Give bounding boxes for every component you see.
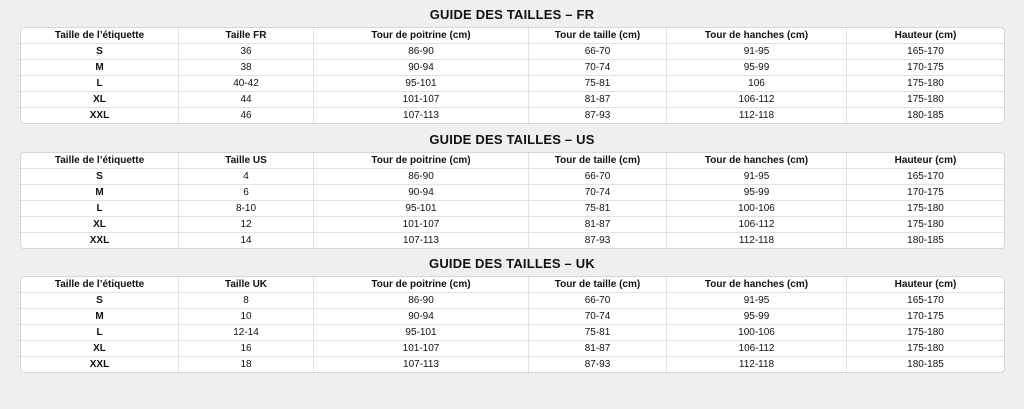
size-label-cell: M: [21, 309, 179, 325]
header-row: [21, 277, 1004, 293]
table-cell: 112-118: [667, 357, 847, 372]
table-cell: 175-180: [847, 92, 1004, 108]
size-table: [20, 27, 1005, 124]
column-header: Taille US: [179, 153, 314, 169]
column-header: Taille de l’étiquette: [21, 28, 179, 44]
table-cell: 106-112: [667, 341, 847, 357]
guide-title: GUIDE DES TAILLES – UK: [429, 256, 595, 271]
size-label-cell: L: [21, 76, 179, 92]
table-cell: 44: [179, 92, 314, 108]
table-cell: 165-170: [847, 44, 1004, 60]
table-cell: 100-106: [667, 201, 847, 217]
column-header: Tour de taille (cm): [529, 153, 667, 169]
table-cell: 165-170: [847, 169, 1004, 185]
size-label-cell: XL: [21, 92, 179, 108]
table-cell: 8: [179, 293, 314, 309]
table-cell: 66-70: [529, 293, 667, 309]
table-cell: 16: [179, 341, 314, 357]
column-header: Taille FR: [179, 28, 314, 44]
table-cell: 81-87: [529, 217, 667, 233]
table-cell: 107-113: [314, 233, 529, 248]
size-label-cell: M: [21, 60, 179, 76]
table-cell: 175-180: [847, 76, 1004, 92]
table-cell: 95-101: [314, 201, 529, 217]
header-row: [21, 153, 1004, 169]
table-cell: 87-93: [529, 108, 667, 123]
guide-title: GUIDE DES TAILLES – FR: [429, 7, 595, 22]
size-table: [20, 152, 1005, 249]
table-cell: 106: [667, 76, 847, 92]
size-guide-uk: [20, 252, 1004, 373]
table-cell: 91-95: [667, 44, 847, 60]
table-cell: 180-185: [907, 110, 944, 121]
column-header: Hauteur (cm): [847, 277, 1004, 293]
table-cell: 90-94: [314, 185, 529, 201]
column-header: Tour de poitrine (cm): [314, 277, 529, 293]
column-header: Tour de poitrine (cm): [314, 28, 529, 44]
table-cell: 180-185: [907, 235, 944, 246]
size-table: [20, 276, 1005, 373]
table-cell: 18: [179, 357, 314, 372]
column-header: Taille UK: [179, 277, 314, 293]
size-label-cell: S: [21, 44, 179, 60]
column-header: Tour de taille (cm): [529, 277, 667, 293]
size-label-cell: XL: [21, 341, 179, 357]
table-cell: 87-93: [529, 357, 667, 372]
table-cell: 180-185: [907, 359, 944, 370]
table-row: [21, 185, 1004, 201]
table-cell: 100-106: [667, 325, 847, 341]
table-cell: 91-95: [667, 293, 847, 309]
table-cell: 86-90: [314, 44, 529, 60]
size-label-cell: S: [21, 293, 179, 309]
column-header: Tour de hanches (cm): [667, 277, 847, 293]
column-header: Taille de l’étiquette: [21, 277, 179, 293]
guide-title: GUIDE DES TAILLES – US: [429, 132, 595, 147]
table-cell: 170-175: [847, 309, 1004, 325]
table-cell: 75-81: [529, 76, 667, 92]
table-cell: 112-118: [667, 233, 847, 248]
table-cell: 12: [179, 217, 314, 233]
table-cell: 170-175: [847, 60, 1004, 76]
table-row: [21, 233, 1004, 248]
table-cell: 91-95: [667, 169, 847, 185]
table-cell: 175-180: [847, 341, 1004, 357]
table-row: [21, 325, 1004, 341]
table-cell: 46: [179, 108, 314, 123]
table-cell: 36: [179, 44, 314, 60]
table-cell: 40-42: [179, 76, 314, 92]
table-cell: 75-81: [529, 201, 667, 217]
table-cell: 112-118: [667, 108, 847, 123]
table-row: [21, 44, 1004, 60]
table-cell: 95-101: [314, 76, 529, 92]
table-row: [21, 108, 1004, 123]
table-cell: 90-94: [314, 309, 529, 325]
size-label-cell: S: [21, 169, 179, 185]
size-label-cell: L: [21, 201, 179, 217]
table-row: [21, 60, 1004, 76]
table-row: [21, 169, 1004, 185]
column-header: Hauteur (cm): [847, 28, 1004, 44]
table-cell: 95-99: [667, 309, 847, 325]
table-cell: 107-113: [314, 357, 529, 372]
table-cell: 101-107: [314, 341, 529, 357]
size-label-cell: XL: [21, 217, 179, 233]
size-label-cell: M: [21, 185, 179, 201]
table-cell: 90-94: [314, 60, 529, 76]
table-cell: 70-74: [529, 309, 667, 325]
table-cell: 170-175: [847, 185, 1004, 201]
table-cell: 38: [179, 60, 314, 76]
column-header: Tour de taille (cm): [529, 28, 667, 44]
table-cell: 175-180: [847, 325, 1004, 341]
size-label-cell: XXL: [21, 357, 179, 372]
table-cell: 12-14: [179, 325, 314, 341]
table-cell: 6: [179, 185, 314, 201]
size-label-cell: L: [21, 325, 179, 341]
table-cell: 101-107: [314, 92, 529, 108]
size-guide-us: [20, 128, 1004, 249]
table-cell: 95-99: [667, 60, 847, 76]
table-cell: 81-87: [529, 92, 667, 108]
table-cell: 106-112: [667, 217, 847, 233]
table-cell: 66-70: [529, 44, 667, 60]
size-label-cell: XXL: [21, 233, 179, 248]
column-header: Hauteur (cm): [847, 153, 1004, 169]
table-cell: 75-81: [529, 325, 667, 341]
table-row: [21, 92, 1004, 108]
table-row: [21, 309, 1004, 325]
table-cell: 86-90: [314, 293, 529, 309]
table-cell: 95-101: [314, 325, 529, 341]
table-cell: 66-70: [529, 169, 667, 185]
size-label-cell: XXL: [21, 108, 179, 123]
table-cell: 175-180: [847, 201, 1004, 217]
table-cell: 86-90: [314, 169, 529, 185]
table-cell: 10: [179, 309, 314, 325]
table-cell: 70-74: [529, 185, 667, 201]
table-row: [21, 341, 1004, 357]
table-cell: 101-107: [314, 217, 529, 233]
column-header: Tour de hanches (cm): [667, 153, 847, 169]
table-row: [21, 76, 1004, 92]
size-guide-fr: [20, 3, 1004, 124]
header-row: [21, 28, 1004, 44]
table-row: [21, 201, 1004, 217]
table-row: [21, 357, 1004, 372]
table-cell: 4: [179, 169, 314, 185]
table-cell: 81-87: [529, 341, 667, 357]
column-header: Taille de l’étiquette: [21, 153, 179, 169]
table-cell: 8-10: [179, 201, 314, 217]
table-cell: 14: [179, 233, 314, 248]
table-cell: 95-99: [667, 185, 847, 201]
table-row: [21, 293, 1004, 309]
column-header: Tour de poitrine (cm): [314, 153, 529, 169]
table-cell: 175-180: [847, 217, 1004, 233]
table-cell: 106-112: [667, 92, 847, 108]
column-header: Tour de hanches (cm): [667, 28, 847, 44]
table-cell: 165-170: [847, 293, 1004, 309]
table-cell: 70-74: [529, 60, 667, 76]
table-cell: 87-93: [529, 233, 667, 248]
table-row: [21, 217, 1004, 233]
table-cell: 107-113: [314, 108, 529, 123]
